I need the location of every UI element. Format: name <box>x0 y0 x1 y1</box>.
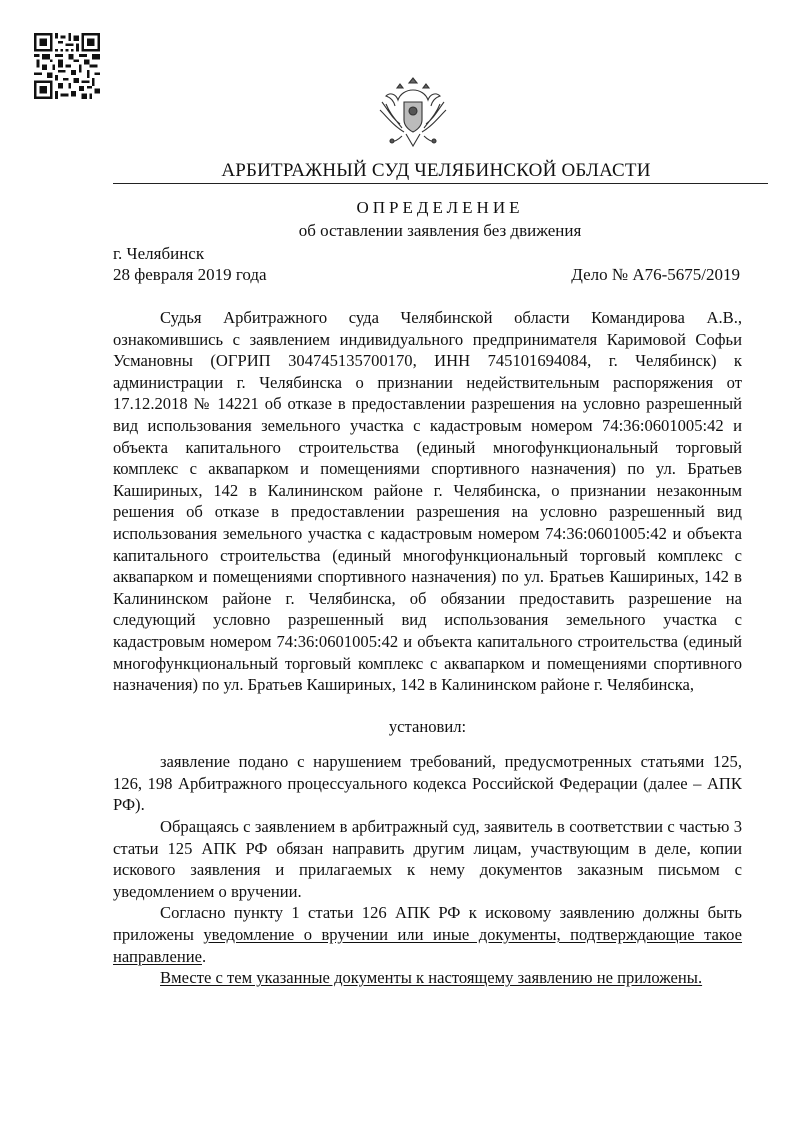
paragraph-3-start: Согласно пункту 1 статьи 126 АПК РФ к исковому заявлению должны быть приложены <box>113 903 742 945</box>
paragraph-1: заявление подано с нарушением требований, предусмотренных статьями 125, 126, 198 Арбитражного процессуального кодекса Российской Федерации (далее – АПК РФ). <box>113 752 742 815</box>
paragraph-4 <box>113 967 742 989</box>
document-date: 28 февраля 2019 года <box>113 265 267 284</box>
case-number: Дело № А76-5675/2019 <box>571 265 740 284</box>
document-body <box>113 307 742 989</box>
qr-code <box>34 33 100 99</box>
document-type: ОПРЕДЕЛЕНИЕ <box>356 198 524 217</box>
document-subtitle: об оставлении заявления без движения <box>298 221 582 240</box>
header-divider <box>113 183 768 184</box>
paragraph-3-end: . <box>201 946 207 966</box>
intro-paragraph: Судья Арбитражного суда Челябинской области Командирова А.В., ознакомившись с заявлением индивидуального предпринимателя Каримовой Софьи Усмановны (ОГРИП 304745135700170, ИНН 745101694084, г. Челябинск) к администрации г. Челябинска о признании недействительным распоряжения от 17.12.2018 № 14221 об отказе в предоставлении разрешения на условно разрешенный вид использования земельного участка с кадастровым номером 74:36:0601005:42 и объекта капитального строительства (единый многофункциональный торговый комплекс с аквапарком и помещениями спортивного назначения) по ул. Братьев Кашириных, 142 в Калининском районе г. Челябинска, о признании незаконным решения об отказе в предоставлении разрешения на условно разрешенный вид использования земельного участка с кадастровым номером 74:36:0601005:42 и объекта капитального строительства (единый многофункциональный торговый комплекс с аквапарком и помещениями спортивного назначения) по ул. Братьев Кашириных, 142 в Калининском районе г. Челябинска, об обязании предоставить разрешение на следующий условно разрешенный вид использования земельного участка с кадастровым номером 74:36:0601005:42 и объекта капитального строительства (единый многофункциональный торговый комплекс с аквапарком и помещениями спортивного назначения) по ул. Братьев Кашириных, 142 в Калининском районе г. Челябинска, <box>113 308 742 695</box>
paragraph-3 <box>113 902 742 967</box>
city: г. Челябинск <box>113 244 205 263</box>
paragraph-2: Обращаясь с заявлением в арбитражный суд, заявитель в соответствии с частью 3 статьи 125 АПК РФ обязан направить другим лицам, участвующим в деле, копии искового заявления и прилагаемых к нему документов заказным письмом с уведомлением о вручении. <box>113 817 742 901</box>
paragraph-3-underlined: уведомление о вручении или иные документы, подтверждающие такое направление <box>113 925 743 966</box>
coat-of-arms-emblem <box>378 74 448 152</box>
court-name: АРБИТРАЖНЫЙ СУД ЧЕЛЯБИНСКОЙ ОБЛАСТИ <box>221 160 651 181</box>
established-heading: установил: <box>388 716 467 736</box>
paragraph-4-underlined: Вместе с тем указанные документы к настоящему заявлению не приложены. <box>160 968 703 988</box>
